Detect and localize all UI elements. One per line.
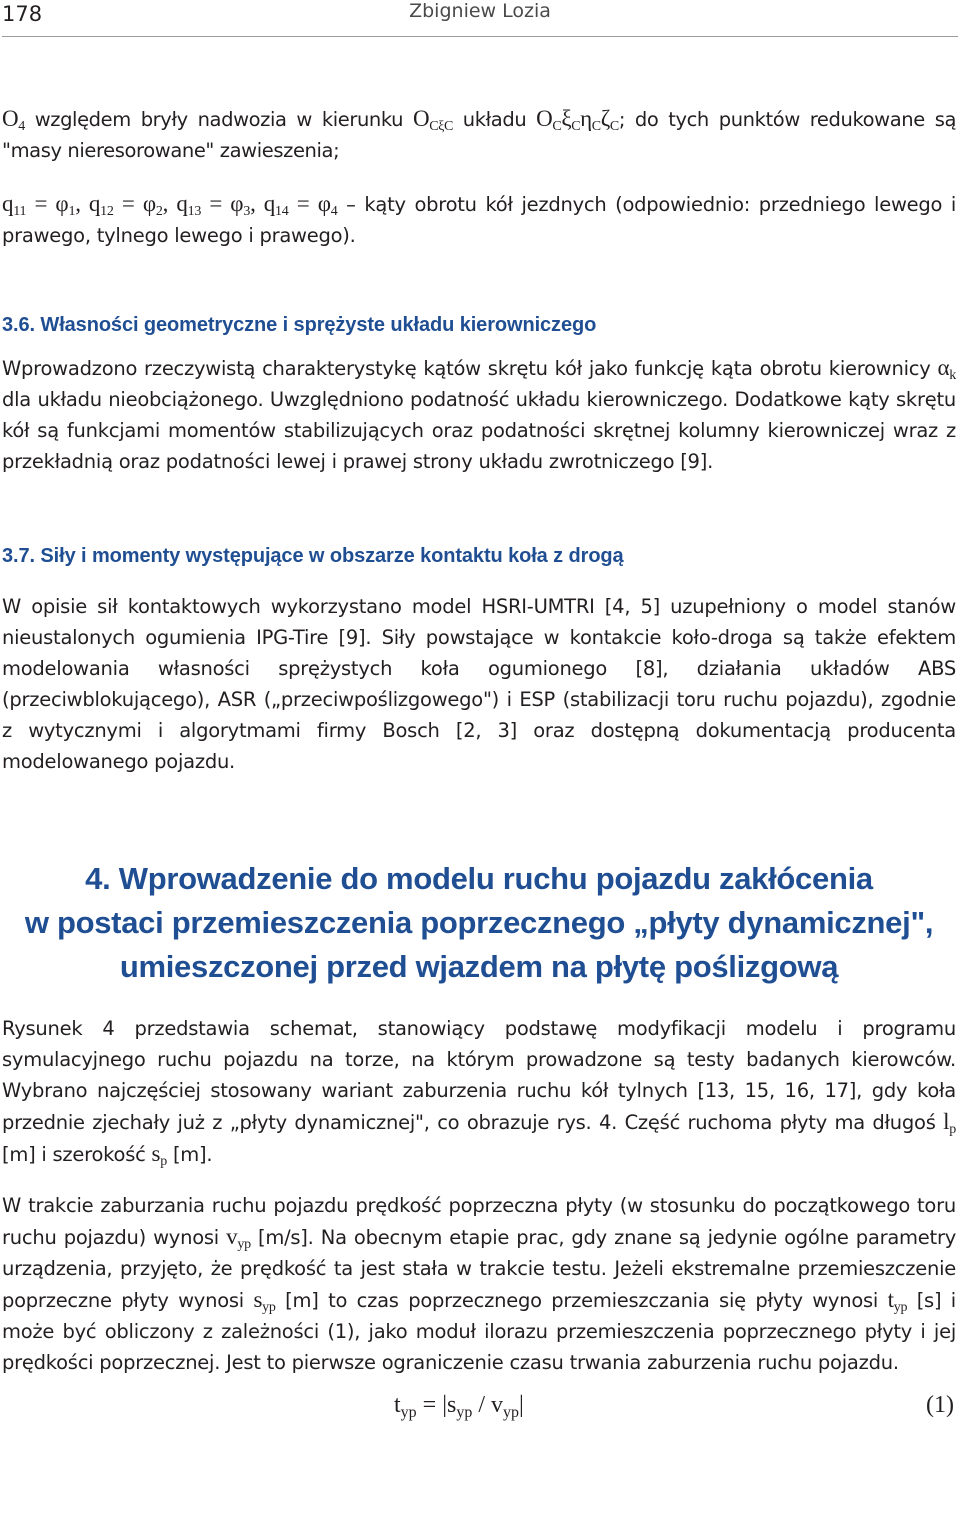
math-vyp: $v_{yp}$ xyxy=(226,1224,251,1253)
section-heading-3-6: 3.6. Własności geometryczne i sprężyste układu kierowniczego xyxy=(2,314,597,336)
equation-1 xyxy=(2,1388,956,1432)
equation-body: $t_{yp} = |s_{yp} / v_{yp}|$ xyxy=(394,1392,524,1421)
math-typ: $t_{yp}$ xyxy=(887,1287,908,1316)
paragraph-contact-forces: W opisie sił kontaktowych wykorzystano model HSRI-UMTRI [4, 5] uzupełniony o model stanów nieustalonych ogumienia IPG-Tire [9]. Siły powstające w kontakcie koło-droga są także efektem modelowania własności sprężystych koła ogumionego [8], działania układów ABS (przeciwblokującego), ASR („przeciwpoślizgowego") i ESP (stabilizacji toru ruchu pojazdu), zgodnie z wytycznymi i algorytmami firmy Bosch [2, 3] oraz dostępną dokumentacją producenta modelowanego pojazdu. xyxy=(2,595,956,773)
math-coordinate-system: $O_C\xi_C\eta_C\zeta_C$ xyxy=(536,106,619,135)
math-sp: $s_p$ xyxy=(151,1141,167,1170)
math-lp: $l_p$ xyxy=(943,1109,956,1138)
math-axis: $O_{C\xi C}$ xyxy=(413,106,453,135)
page-number: 178 xyxy=(2,2,43,26)
chapter-heading-4 xyxy=(2,857,956,989)
paragraph-o4: $O_4$ względem bryły nadwozia w kierunku $O_{C\xi C}$ układu $O_C\xi_C\eta_C\zeta_C$; do tych punktów redukowane są "masy nieresorowane" zawieszenia; xyxy=(2,106,957,162)
chapter-heading-line-2: w postaci przemieszczenia poprzecznego „płyty dynamicznej", xyxy=(24,905,934,940)
chapter-heading-line-3: umieszczonej przed wjazdem na płytę poślizgową xyxy=(119,949,839,984)
paragraph-wheel-angles: $q_{11} = \varphi_1$, $q_{12} = \varphi_2$, $q_{13} = \varphi_3$, $q_{14} = \varphi_4$ – kąty obrotu kół jezdnych (odpowiednio: przedniego lewego i prawego, tylnego lewego i prawego). xyxy=(2,191,957,247)
header-rule xyxy=(2,36,958,37)
page-content xyxy=(2,103,956,1432)
math-o4: $O_4$ xyxy=(2,106,25,135)
chapter-heading-line-1: 4. Wprowadzenie do modelu ruchu pojazdu zakłócenia xyxy=(85,861,873,896)
running-header-author: Zbigniew Lozia xyxy=(409,0,551,22)
paragraph-figure-4: Rysunek 4 przedstawia schemat, stanowiący podstawę modyfikacji modelu i programu symulacyjnego ruchu pojazdu na torze, na którym prowadzone są testy badanych kierowców. Wybrano najczęściej stosowany wariant zaburzenia ruchu kół tylnych [13, 15, 16, 17], gdy koła przednie zjechały już z „płyty dynamicznej", co obrazuje rys. 4. Część ruchoma płyty ma długoś $l_p$ [m] i szerokość $s_p$ [m]. xyxy=(2,1017,956,1170)
section-heading-3-7: 3.7. Siły i momenty występujące w obszarze kontaktu koła z drogą xyxy=(2,545,624,567)
equation-number: (1) xyxy=(926,1392,954,1418)
paragraph-plate-velocity: W trakcie zaburzania ruchu pojazdu prędkość poprzeczna płyty (w stosunku do początkowego toru ruchu pojazdu) wynosi $v_{yp}$ [m/s]. Na obecnym etapie prac, gdy znane są jedynie ogólne parametry urządzenia, przyjęto, że prędkość ta jest stała w trakcie testu. Jeżeli ekstremalne przemieszczenie poprzeczne płyty wynosi $s_{yp}$ [m] to czas poprzecznego przemieszczania się płyty wynosi $t_{yp}$ [s] i może być obliczony z zależności (1), jako moduł ilorazu przemieszczenia poprzecznego płyty i jej prędkości poprzecznej. Jest to pierwsze ograniczenie czasu trwania zaburzenia ruchu pojazdu. xyxy=(2,1194,956,1374)
math-alpha-k: $\alpha_k$ xyxy=(937,355,956,384)
math-wheel-angles: $q_{11} = \varphi_1$, $q_{12} = \varphi_2$, $q_{13} = \varphi_3$, $q_{14} = \varphi_4$ xyxy=(2,191,338,220)
paragraph-steering: Wprowadzono rzeczywistą charakterystykę kątów skrętu kół jako funkcję kąta obrotu kierownicy $\alpha_k$ dla układu nieobciążonego. Uwzględniono podatność układu kierowniczego. Dodatkowe kąty skrętu kół są funkcjami momentów stabilizujących oraz podatności skrętnej kolumny kierowniczej wraz z przekładnią oraz podatności lewej i prawej strony układu zwrotniczego [9]. xyxy=(2,355,956,473)
math-syp: $s_{yp}$ xyxy=(253,1287,276,1316)
